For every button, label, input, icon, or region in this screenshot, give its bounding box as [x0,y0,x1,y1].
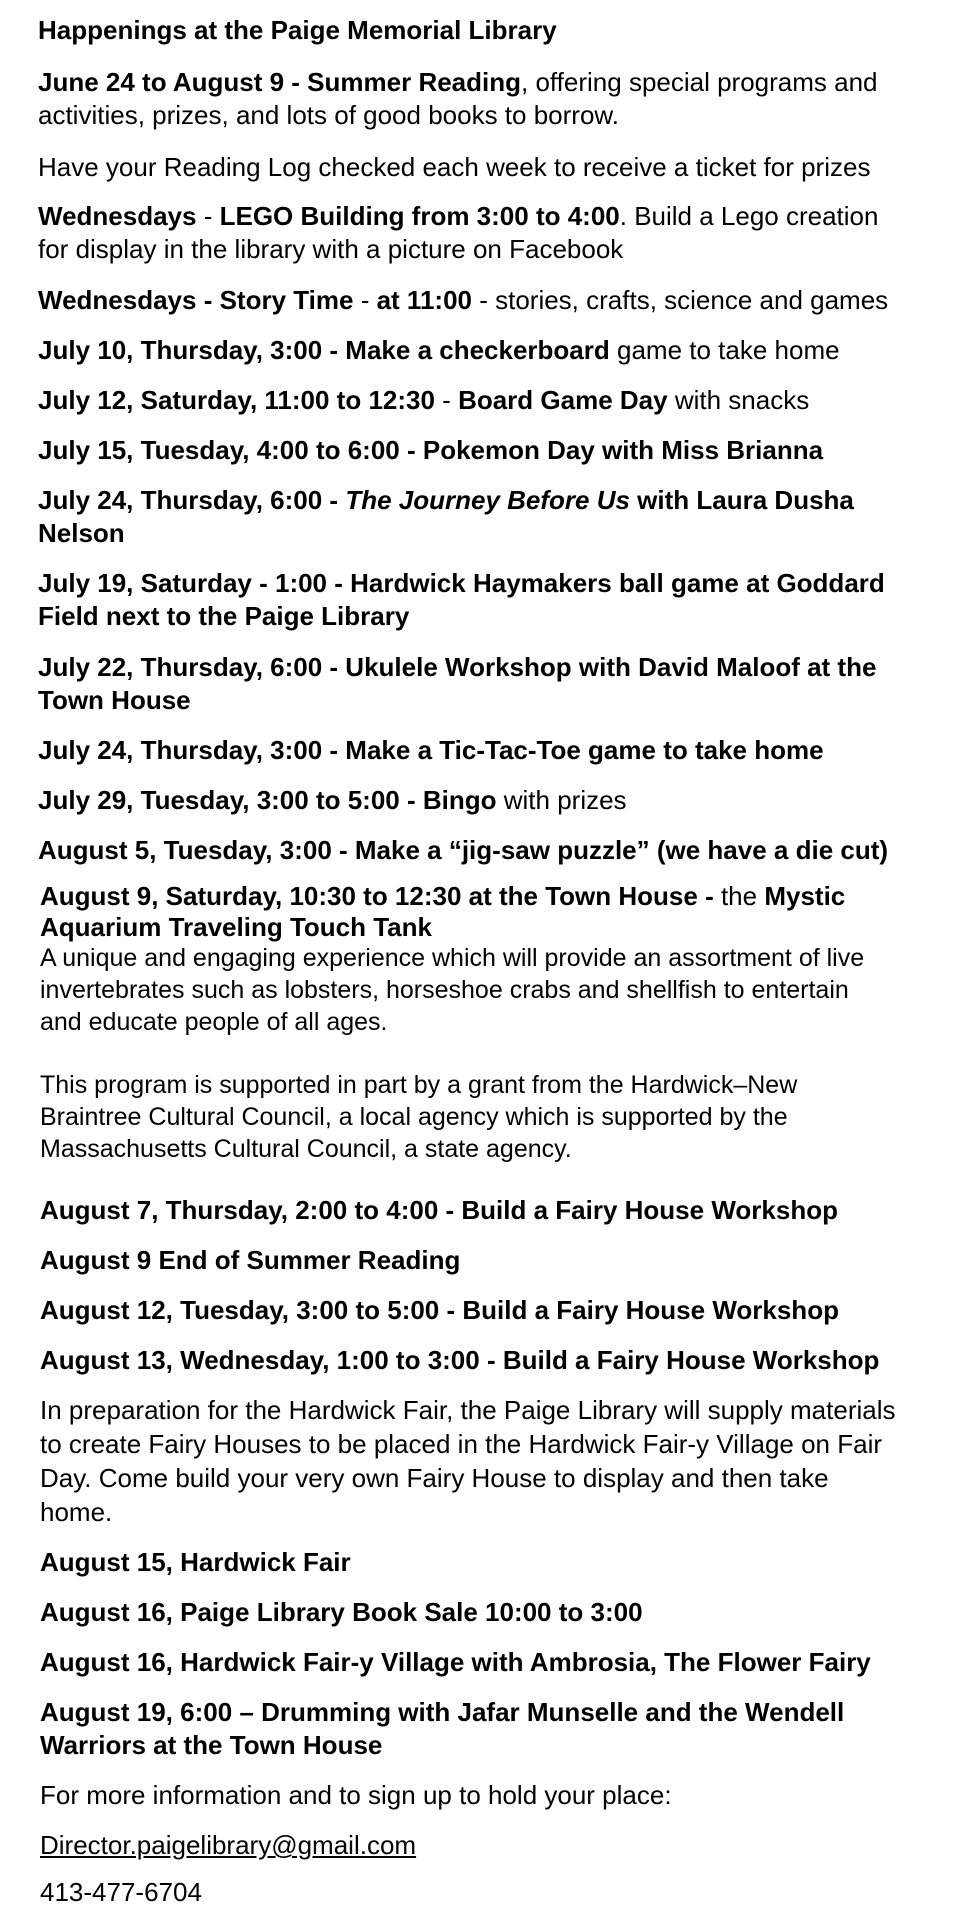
event-hardwick-fair: August 15, Hardwick Fair [40,1547,351,1577]
event-lego [38,200,878,233]
event-description: and educate people of all ages. [40,1008,388,1036]
event-detail: with prizes [496,785,627,815]
event-board-game [38,384,809,417]
separator: - [353,285,377,315]
event-fairy-workshop-2: August 12, Tuesday, 3:00 to 5:00 - Build a Fairy House Workshop [40,1295,839,1325]
event-summer-reading [38,66,878,99]
event-ukulele: July 22, Thursday, 6:00 - Ukulele Workshop with David Maloof at the [38,652,877,682]
event-title: LEGO Building from 3:00 to 4:00 [219,201,620,231]
event-detail: game to take home [609,335,840,365]
event-fairy-workshop-3: August 13, Wednesday, 1:00 to 3:00 - Build a Fairy House Workshop [40,1345,880,1375]
separator: - [196,201,220,231]
event-date: July 12, Saturday, 11:00 to 12:30 [38,385,435,415]
event-detail-line: Nelson [38,518,125,548]
event-date: July 24, Thursday, 6:00 - [38,485,346,515]
event-detail-line: Town House [38,685,191,715]
event-detail: with snacks [667,385,810,415]
event-detail: - stories, crafts, science and games [472,285,889,315]
reading-log-note: Have your Reading Log checked each week to receive a ticket for prizes [38,152,871,182]
event-detail-line: Field next to the Paige Library [38,601,410,631]
event-detail-line: activities, prizes, and lots of good books to borrow. [38,100,619,130]
contact-email-link[interactable]: Director.paigelibrary@gmail.com [40,1830,417,1860]
event-jigsaw: August 5, Tuesday, 3:00 - Make a “jig-saw puzzle” (we have a die cut) [38,835,889,865]
event-checkerboard [38,334,840,367]
event-title: Board Game Day [458,385,668,415]
grant-note: Massachusetts Cultural Council, a state agency. [40,1135,572,1163]
event-tic-tac-toe: July 24, Thursday, 3:00 - Make a Tic-Tac-Toe game to take home [38,735,824,765]
fairy-house-description: In preparation for the Hardwick Fair, the Paige Library will supply materials [40,1395,896,1425]
grant-note: Braintree Cultural Council, a local agency which is supported by the [40,1103,788,1131]
book-title: The Journey Before Us [345,485,630,515]
event-date: June 24 to August 9 - Summer Reading [38,67,522,97]
event-book-sale: August 16, Paige Library Book Sale 10:00 to 3:00 [40,1597,643,1627]
contact-phone: 413-477-6704 [40,1877,202,1907]
event-journey [38,484,854,517]
event-title: Wednesdays - Story Time [38,285,354,315]
event-detail: , offering special programs and [521,67,878,97]
event-detail: . Build a Lego creation [619,201,879,231]
event-fairy-village: August 16, Hardwick Fair-y Village with Ambrosia, The Flower Fairy [40,1647,871,1677]
event-detail: the [720,881,765,911]
event-story-time [38,284,888,317]
event-title: July 10, Thursday, 3:00 - Make a checkerboard [38,335,610,365]
event-date: August 9, Saturday, 10:30 to 12:30 at the Town House - [40,881,721,911]
event-detail-line: for display in the library with a picture on Facebook [38,234,624,264]
separator: - [434,385,459,415]
event-title: Mystic [764,881,846,911]
event-haymakers: July 19, Saturday - 1:00 - Hardwick Haymakers ball game at Goddard [38,568,885,598]
page-title: Happenings at the Paige Memorial Library [38,15,557,45]
grant-note: This program is supported in part by a grant from the Hardwick–New [40,1071,798,1099]
event-time: at 11:00 [376,285,472,315]
fairy-house-description: Day. Come build your very own Fairy House to display and then take [40,1463,829,1493]
contact-intro: For more information and to sign up to hold your place: [40,1780,672,1810]
event-description: invertebrates such as lobsters, horseshoe crabs and shellfish to entertain [40,976,849,1004]
fairy-house-description: to create Fairy Houses to be placed in the Hardwick Fair-y Village on Fair [40,1429,883,1459]
event-bingo [38,784,627,817]
event-pokemon: July 15, Tuesday, 4:00 to 6:00 - Pokemon Day with Miss Brianna [38,435,824,465]
event-drumming: August 19, 6:00 – Drumming with Jafar Munselle and the Wendell [40,1697,845,1727]
event-title: July 29, Tuesday, 3:00 to 5:00 - Bingo [38,785,497,815]
event-description: A unique and engaging experience which will provide an assortment of live [40,944,865,972]
event-detail-line: Warriors at the Town House [40,1730,383,1760]
event-end-summer-reading: August 9 End of Summer Reading [40,1245,461,1275]
fairy-house-description: home. [40,1497,113,1527]
event-mystic-aquarium [40,880,845,913]
event-detail: with Laura Dusha [629,485,854,515]
event-date: Wednesdays [38,201,197,231]
contact-email-line [40,1829,416,1862]
event-fairy-workshop-1: August 7, Thursday, 2:00 to 4:00 - Build a Fairy House Workshop [40,1195,838,1225]
event-title-line: Aquarium Traveling Touch Tank [40,912,432,942]
